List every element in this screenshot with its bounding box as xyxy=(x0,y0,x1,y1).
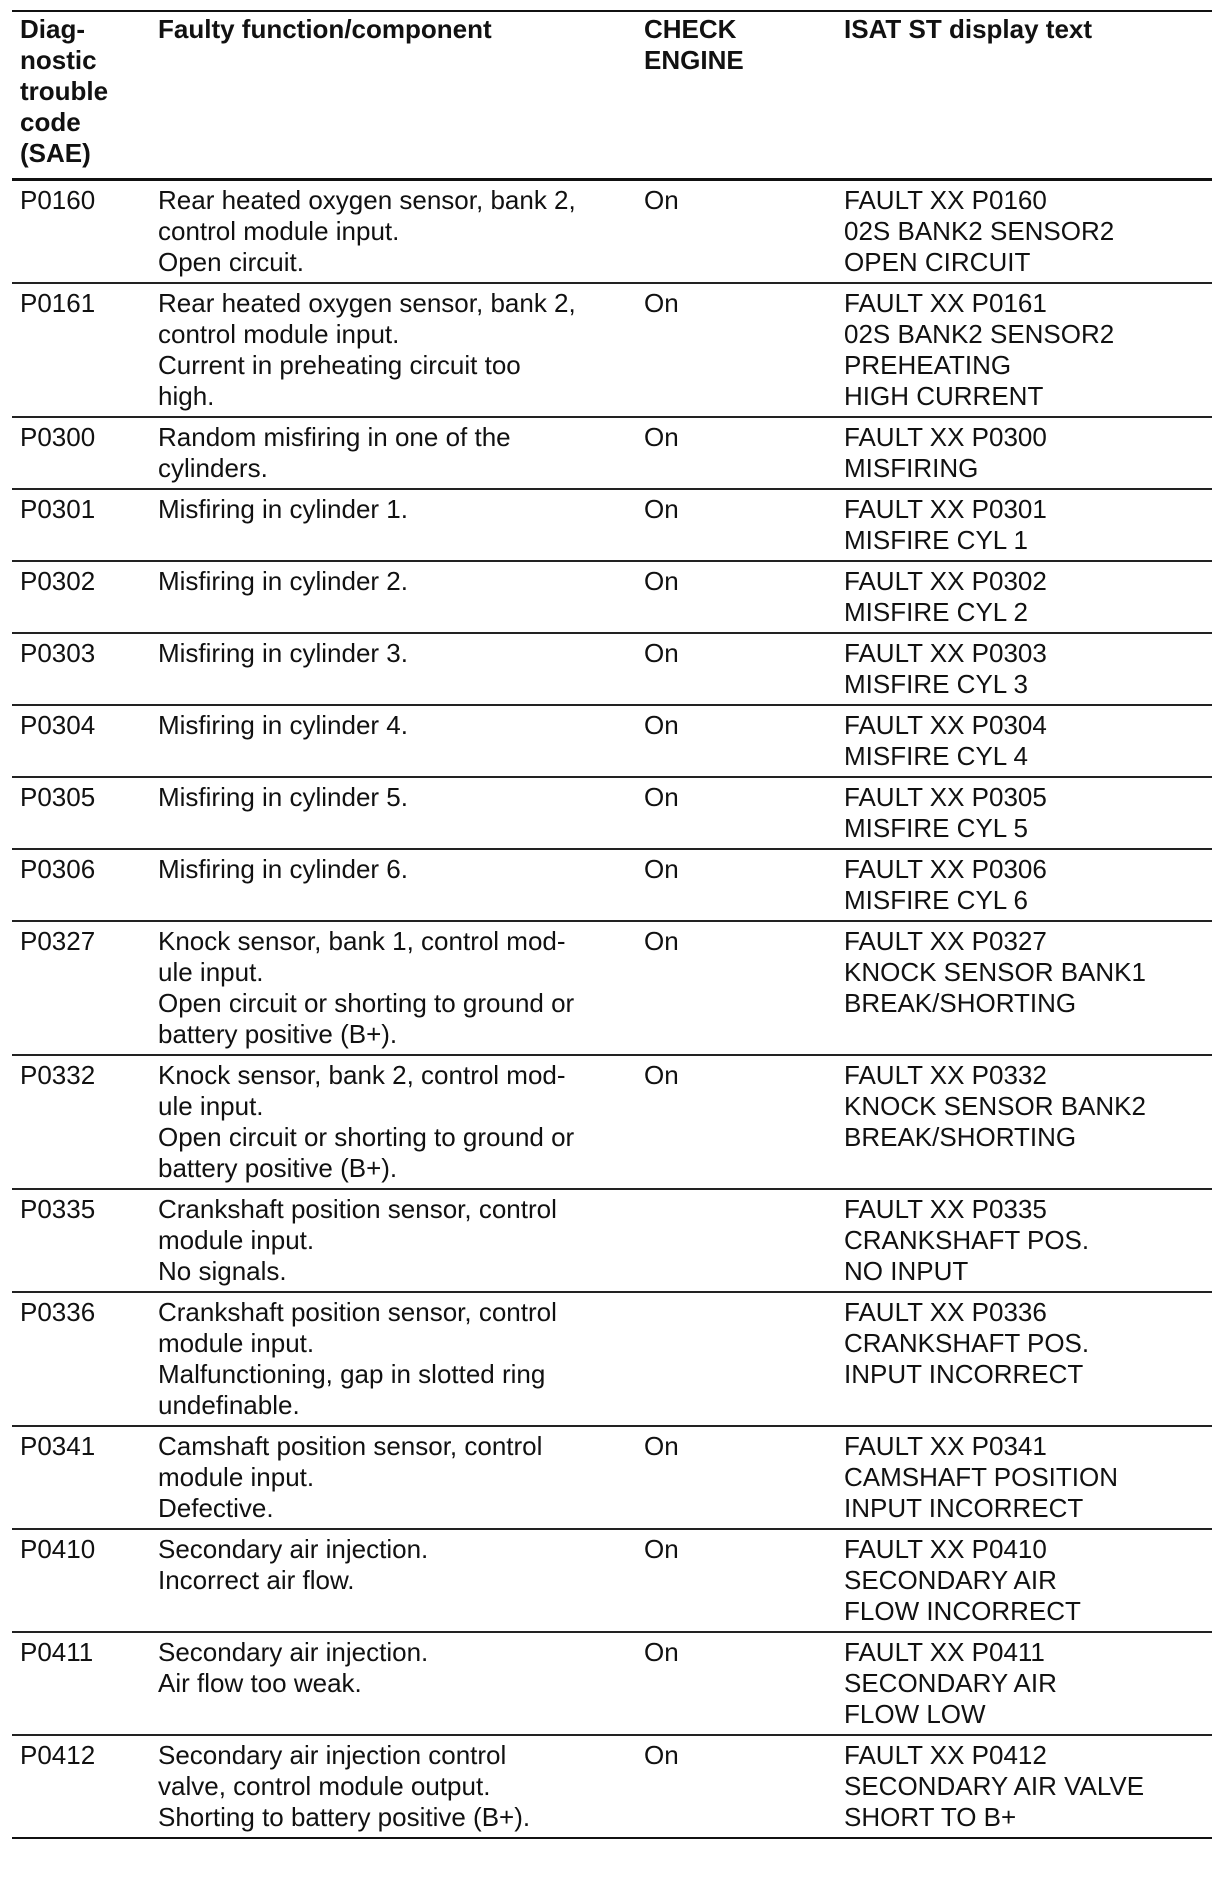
table-row xyxy=(12,561,1212,633)
cell-function: Crankshaft position sensor, control module input. No signals. xyxy=(150,1189,636,1292)
cell-check-engine: On xyxy=(636,777,836,849)
cell-code: P0411 xyxy=(12,1632,150,1735)
cell-check-engine: On xyxy=(636,705,836,777)
cell-check-engine: On xyxy=(636,633,836,705)
cell-code: P0336 xyxy=(12,1292,150,1426)
cell-check-engine xyxy=(636,1189,836,1292)
cell-code: P0305 xyxy=(12,777,150,849)
cell-code: P0306 xyxy=(12,849,150,921)
cell-display: FAULT XX P0305 MISFIRE CYL 5 xyxy=(836,777,1212,849)
cell-display: FAULT XX P0411 SECONDARY AIR FLOW LOW xyxy=(836,1632,1212,1735)
cell-code: P0300 xyxy=(12,417,150,489)
table-row xyxy=(12,417,1212,489)
table-row xyxy=(12,1426,1212,1529)
cell-function: Misfiring in cylinder 1. xyxy=(150,489,636,561)
cell-function: Knock sensor, bank 2, control mod- ule input. Open circuit or shorting to ground or battery positive (B+). xyxy=(150,1055,636,1189)
cell-check-engine: On xyxy=(636,921,836,1055)
cell-check-engine: On xyxy=(636,1735,836,1838)
cell-check-engine: On xyxy=(636,489,836,561)
table-row xyxy=(12,705,1212,777)
cell-code: P0335 xyxy=(12,1189,150,1292)
header-row xyxy=(12,11,1212,179)
cell-display: FAULT XX P0300 MISFIRING xyxy=(836,417,1212,489)
header-check-engine: CHECK ENGINE xyxy=(636,11,836,179)
table-row xyxy=(12,489,1212,561)
cell-display: FAULT XX P0160 02S BANK2 SENSOR2 OPEN CIRCUIT xyxy=(836,179,1212,283)
header-code: Diag- nostic trouble code (SAE) xyxy=(12,11,150,179)
cell-function: Misfiring in cylinder 5. xyxy=(150,777,636,849)
table-row xyxy=(12,1735,1212,1838)
cell-display: FAULT XX P0303 MISFIRE CYL 3 xyxy=(836,633,1212,705)
cell-display: FAULT XX P0302 MISFIRE CYL 2 xyxy=(836,561,1212,633)
cell-code: P0327 xyxy=(12,921,150,1055)
cell-check-engine: On xyxy=(636,1055,836,1189)
cell-function: Misfiring in cylinder 6. xyxy=(150,849,636,921)
cell-display: FAULT XX P0161 02S BANK2 SENSOR2 PREHEATING HIGH CURRENT xyxy=(836,283,1212,417)
table-body xyxy=(12,179,1212,1838)
table-row xyxy=(12,179,1212,283)
cell-display: FAULT XX P0335 CRANKSHAFT POS. NO INPUT xyxy=(836,1189,1212,1292)
cell-check-engine: On xyxy=(636,1529,836,1632)
table-row xyxy=(12,777,1212,849)
cell-code: P0160 xyxy=(12,179,150,283)
cell-function: Secondary air injection control valve, control module output. Shorting to battery positive (B+). xyxy=(150,1735,636,1838)
table-header xyxy=(12,11,1212,179)
cell-check-engine: On xyxy=(636,283,836,417)
cell-display: FAULT XX P0341 CAMSHAFT POSITION INPUT INCORRECT xyxy=(836,1426,1212,1529)
cell-code: P0304 xyxy=(12,705,150,777)
cell-code: P0161 xyxy=(12,283,150,417)
cell-display: FAULT XX P0304 MISFIRE CYL 4 xyxy=(836,705,1212,777)
cell-code: P0332 xyxy=(12,1055,150,1189)
cell-function: Secondary air injection. Air flow too weak. xyxy=(150,1632,636,1735)
cell-check-engine: On xyxy=(636,1632,836,1735)
dtc-table xyxy=(12,10,1212,1839)
cell-code: P0302 xyxy=(12,561,150,633)
cell-function: Misfiring in cylinder 2. xyxy=(150,561,636,633)
cell-display: FAULT XX P0327 KNOCK SENSOR BANK1 BREAK/SHORTING xyxy=(836,921,1212,1055)
cell-function: Rear heated oxygen sensor, bank 2, control module input. Current in preheating circuit too high. xyxy=(150,283,636,417)
cell-code: P0341 xyxy=(12,1426,150,1529)
table-row xyxy=(12,921,1212,1055)
cell-display: FAULT XX P0332 KNOCK SENSOR BANK2 BREAK/SHORTING xyxy=(836,1055,1212,1189)
cell-check-engine: On xyxy=(636,1426,836,1529)
header-display: ISAT ST display text xyxy=(836,11,1212,179)
cell-code: P0301 xyxy=(12,489,150,561)
cell-check-engine: On xyxy=(636,561,836,633)
cell-display: FAULT XX P0410 SECONDARY AIR FLOW INCORRECT xyxy=(836,1529,1212,1632)
table-row xyxy=(12,1632,1212,1735)
cell-display: FAULT XX P0336 CRANKSHAFT POS. INPUT INCORRECT xyxy=(836,1292,1212,1426)
cell-check-engine xyxy=(636,1292,836,1426)
cell-function: Crankshaft position sensor, control module input. Malfunctioning, gap in slotted ring undefinable. xyxy=(150,1292,636,1426)
cell-code: P0412 xyxy=(12,1735,150,1838)
cell-code: P0410 xyxy=(12,1529,150,1632)
cell-function: Camshaft position sensor, control module input. Defective. xyxy=(150,1426,636,1529)
cell-check-engine: On xyxy=(636,179,836,283)
cell-function: Misfiring in cylinder 3. xyxy=(150,633,636,705)
cell-code: P0303 xyxy=(12,633,150,705)
table-row xyxy=(12,1529,1212,1632)
table-row xyxy=(12,633,1212,705)
cell-function: Random misfiring in one of the cylinders. xyxy=(150,417,636,489)
cell-display: FAULT XX P0301 MISFIRE CYL 1 xyxy=(836,489,1212,561)
table-row xyxy=(12,1189,1212,1292)
table-row xyxy=(12,1292,1212,1426)
cell-function: Misfiring in cylinder 4. xyxy=(150,705,636,777)
table-row xyxy=(12,283,1212,417)
cell-function: Knock sensor, bank 1, control mod- ule input. Open circuit or shorting to ground or battery positive (B+). xyxy=(150,921,636,1055)
cell-display: FAULT XX P0306 MISFIRE CYL 6 xyxy=(836,849,1212,921)
cell-check-engine: On xyxy=(636,417,836,489)
cell-function: Rear heated oxygen sensor, bank 2, control module input. Open circuit. xyxy=(150,179,636,283)
cell-check-engine: On xyxy=(636,849,836,921)
table-row xyxy=(12,1055,1212,1189)
table-row xyxy=(12,849,1212,921)
cell-display: FAULT XX P0412 SECONDARY AIR VALVE SHORT TO B+ xyxy=(836,1735,1212,1838)
header-function: Faulty function/component xyxy=(150,11,636,179)
cell-function: Secondary air injection. Incorrect air flow. xyxy=(150,1529,636,1632)
